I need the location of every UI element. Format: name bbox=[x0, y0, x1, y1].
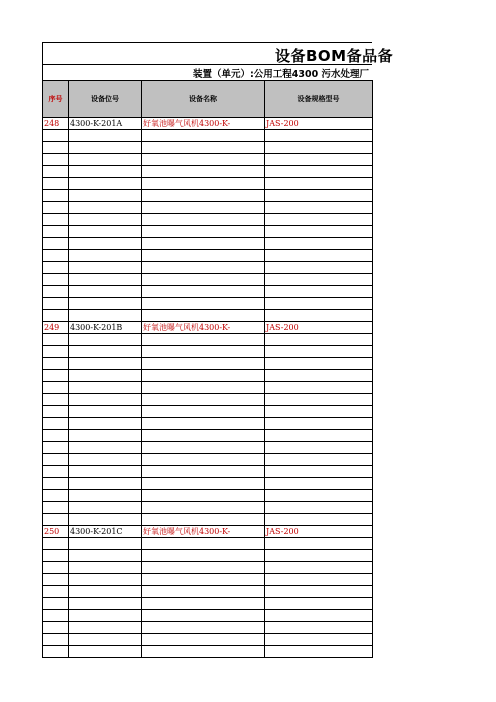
table-row[interactable] bbox=[43, 322, 373, 334]
cell-tag[interactable]: 4300-K-201C bbox=[69, 526, 142, 538]
table-row[interactable] bbox=[43, 286, 373, 298]
empty-cell[interactable] bbox=[265, 274, 373, 286]
empty-cell[interactable] bbox=[43, 202, 69, 214]
empty-cell[interactable] bbox=[142, 598, 265, 610]
empty-cell[interactable] bbox=[142, 178, 265, 190]
empty-cell[interactable] bbox=[69, 154, 142, 166]
empty-cell[interactable] bbox=[69, 646, 142, 658]
empty-cell[interactable] bbox=[69, 202, 142, 214]
table-row[interactable] bbox=[43, 238, 373, 250]
unit-subtitle: 装置（单元）:公用工程4300 污水处理厂 bbox=[193, 69, 370, 80]
empty-cell[interactable] bbox=[69, 166, 142, 178]
empty-cell[interactable] bbox=[265, 430, 373, 442]
empty-cell[interactable] bbox=[265, 490, 373, 502]
table-row[interactable] bbox=[43, 166, 373, 178]
empty-cell[interactable] bbox=[43, 286, 69, 298]
empty-cell[interactable] bbox=[43, 346, 69, 358]
empty-cell[interactable] bbox=[142, 646, 265, 658]
empty-cell[interactable] bbox=[69, 250, 142, 262]
empty-cell[interactable] bbox=[43, 310, 69, 322]
empty-cell[interactable] bbox=[142, 562, 265, 574]
empty-cell[interactable] bbox=[142, 202, 265, 214]
empty-cell[interactable] bbox=[69, 142, 142, 154]
table-row[interactable] bbox=[43, 538, 373, 550]
empty-cell[interactable] bbox=[265, 226, 373, 238]
table-row[interactable] bbox=[43, 574, 373, 586]
empty-cell[interactable] bbox=[69, 406, 142, 418]
empty-cell[interactable] bbox=[43, 190, 69, 202]
table-row[interactable] bbox=[43, 634, 373, 646]
empty-cell[interactable] bbox=[142, 454, 265, 466]
empty-cell[interactable] bbox=[69, 586, 142, 598]
cell-seq[interactable]: 248 bbox=[43, 118, 69, 130]
empty-cell[interactable] bbox=[69, 190, 142, 202]
empty-cell[interactable] bbox=[142, 430, 265, 442]
cell-seq[interactable]: 249 bbox=[43, 322, 69, 334]
empty-cell[interactable] bbox=[265, 622, 373, 634]
table-row[interactable] bbox=[43, 502, 373, 514]
empty-cell[interactable] bbox=[142, 394, 265, 406]
empty-cell[interactable] bbox=[69, 466, 142, 478]
empty-cell[interactable] bbox=[142, 610, 265, 622]
empty-cell[interactable] bbox=[43, 430, 69, 442]
empty-cell[interactable] bbox=[43, 586, 69, 598]
empty-cell[interactable] bbox=[142, 274, 265, 286]
empty-cell[interactable] bbox=[142, 310, 265, 322]
empty-cell[interactable] bbox=[265, 562, 373, 574]
cell-model[interactable]: JAS-200 bbox=[265, 322, 373, 334]
table-row[interactable] bbox=[43, 442, 373, 454]
empty-cell[interactable] bbox=[69, 298, 142, 310]
empty-cell[interactable] bbox=[142, 166, 265, 178]
title-row bbox=[42, 42, 394, 65]
empty-cell[interactable] bbox=[69, 334, 142, 346]
table-row[interactable] bbox=[43, 610, 373, 622]
table-row[interactable] bbox=[43, 130, 373, 142]
table-row[interactable] bbox=[43, 550, 373, 562]
empty-cell[interactable] bbox=[265, 610, 373, 622]
table-row[interactable] bbox=[43, 178, 373, 190]
table-row[interactable] bbox=[43, 298, 373, 310]
empty-cell[interactable] bbox=[43, 262, 69, 274]
empty-cell[interactable] bbox=[43, 358, 69, 370]
empty-cell[interactable] bbox=[142, 550, 265, 562]
table-row[interactable] bbox=[43, 334, 373, 346]
table-row[interactable] bbox=[43, 154, 373, 166]
empty-cell[interactable] bbox=[265, 574, 373, 586]
empty-cell[interactable] bbox=[43, 250, 69, 262]
empty-cell[interactable] bbox=[69, 394, 142, 406]
table-row[interactable] bbox=[43, 118, 373, 130]
empty-cell[interactable] bbox=[265, 418, 373, 430]
empty-cell[interactable] bbox=[142, 154, 265, 166]
empty-cell[interactable] bbox=[69, 574, 142, 586]
empty-cell[interactable] bbox=[142, 142, 265, 154]
table-row[interactable] bbox=[43, 586, 373, 598]
empty-cell[interactable] bbox=[265, 586, 373, 598]
empty-cell[interactable] bbox=[265, 514, 373, 526]
empty-cell[interactable] bbox=[142, 334, 265, 346]
empty-cell[interactable] bbox=[43, 466, 69, 478]
empty-cell[interactable] bbox=[142, 382, 265, 394]
empty-cell[interactable] bbox=[69, 382, 142, 394]
empty-cell[interactable] bbox=[265, 178, 373, 190]
empty-cell[interactable] bbox=[142, 226, 265, 238]
empty-cell[interactable] bbox=[142, 370, 265, 382]
empty-cell[interactable] bbox=[69, 226, 142, 238]
empty-cell[interactable] bbox=[142, 514, 265, 526]
empty-cell[interactable] bbox=[43, 550, 69, 562]
empty-cell[interactable] bbox=[69, 562, 142, 574]
empty-cell[interactable] bbox=[265, 142, 373, 154]
cell-seq[interactable]: 250 bbox=[43, 526, 69, 538]
table-row[interactable] bbox=[43, 370, 373, 382]
empty-cell[interactable] bbox=[43, 562, 69, 574]
empty-cell[interactable] bbox=[43, 538, 69, 550]
empty-cell[interactable] bbox=[69, 634, 142, 646]
empty-cell[interactable] bbox=[142, 586, 265, 598]
empty-cell[interactable] bbox=[142, 298, 265, 310]
empty-cell[interactable] bbox=[142, 346, 265, 358]
empty-cell[interactable] bbox=[43, 214, 69, 226]
cell-model[interactable]: JAS-200 bbox=[265, 118, 373, 130]
table-row[interactable] bbox=[43, 358, 373, 370]
cell-tag[interactable]: 4300-K-201A bbox=[69, 118, 142, 130]
cell-name[interactable]: 好氧池曝气风机4300-K- bbox=[142, 526, 265, 538]
empty-cell[interactable] bbox=[265, 454, 373, 466]
empty-cell[interactable] bbox=[265, 478, 373, 490]
cell-model[interactable]: JAS-200 bbox=[265, 526, 373, 538]
empty-cell[interactable] bbox=[43, 646, 69, 658]
empty-cell[interactable] bbox=[142, 238, 265, 250]
empty-cell[interactable] bbox=[43, 478, 69, 490]
table-body bbox=[43, 118, 373, 658]
empty-cell[interactable] bbox=[265, 238, 373, 250]
empty-cell[interactable] bbox=[69, 478, 142, 490]
empty-cell[interactable] bbox=[43, 370, 69, 382]
empty-cell[interactable] bbox=[265, 166, 373, 178]
empty-cell[interactable] bbox=[69, 610, 142, 622]
empty-cell[interactable] bbox=[142, 250, 265, 262]
empty-cell[interactable] bbox=[69, 346, 142, 358]
empty-cell[interactable] bbox=[265, 250, 373, 262]
empty-cell[interactable] bbox=[69, 550, 142, 562]
empty-cell[interactable] bbox=[265, 382, 373, 394]
table-row[interactable] bbox=[43, 418, 373, 430]
empty-cell[interactable] bbox=[142, 490, 265, 502]
table-row[interactable] bbox=[43, 598, 373, 610]
empty-cell[interactable] bbox=[142, 574, 265, 586]
empty-cell[interactable] bbox=[265, 598, 373, 610]
empty-cell[interactable] bbox=[43, 418, 69, 430]
empty-cell[interactable] bbox=[43, 130, 69, 142]
empty-cell[interactable] bbox=[142, 538, 265, 550]
cell-tag[interactable]: 4300-K-201B bbox=[69, 322, 142, 334]
table-row[interactable] bbox=[43, 202, 373, 214]
empty-cell[interactable] bbox=[43, 394, 69, 406]
empty-cell[interactable] bbox=[69, 502, 142, 514]
table-row[interactable] bbox=[43, 454, 373, 466]
table-row[interactable] bbox=[43, 514, 373, 526]
empty-cell[interactable] bbox=[43, 166, 69, 178]
column-header-tag[interactable]: 设备位号 bbox=[69, 81, 142, 118]
table-row[interactable] bbox=[43, 274, 373, 286]
empty-cell[interactable] bbox=[43, 634, 69, 646]
empty-cell[interactable] bbox=[265, 394, 373, 406]
empty-cell[interactable] bbox=[69, 442, 142, 454]
empty-cell[interactable] bbox=[265, 502, 373, 514]
empty-cell[interactable] bbox=[265, 154, 373, 166]
empty-cell[interactable] bbox=[69, 274, 142, 286]
empty-cell[interactable] bbox=[43, 238, 69, 250]
empty-cell[interactable] bbox=[43, 454, 69, 466]
column-header-name[interactable]: 设备名称 bbox=[142, 81, 265, 118]
table-row[interactable] bbox=[43, 310, 373, 322]
empty-cell[interactable] bbox=[265, 298, 373, 310]
empty-cell[interactable] bbox=[142, 406, 265, 418]
empty-cell[interactable] bbox=[142, 478, 265, 490]
empty-cell[interactable] bbox=[43, 574, 69, 586]
empty-cell[interactable] bbox=[142, 214, 265, 226]
table-row[interactable] bbox=[43, 562, 373, 574]
cell-name[interactable]: 好氧池曝气风机4300-K- bbox=[142, 322, 265, 334]
empty-cell[interactable] bbox=[265, 442, 373, 454]
empty-cell[interactable] bbox=[43, 382, 69, 394]
empty-cell[interactable] bbox=[265, 262, 373, 274]
empty-cell[interactable] bbox=[43, 598, 69, 610]
empty-cell[interactable] bbox=[43, 154, 69, 166]
empty-cell[interactable] bbox=[265, 310, 373, 322]
empty-cell[interactable] bbox=[265, 406, 373, 418]
empty-cell[interactable] bbox=[69, 214, 142, 226]
table-row[interactable] bbox=[43, 430, 373, 442]
table-row[interactable] bbox=[43, 466, 373, 478]
equipment-table bbox=[42, 80, 373, 658]
sheet-title: 设备BOM备品备 bbox=[275, 47, 394, 65]
empty-cell[interactable] bbox=[142, 442, 265, 454]
empty-cell[interactable] bbox=[43, 142, 69, 154]
empty-cell[interactable] bbox=[142, 622, 265, 634]
table-row[interactable] bbox=[43, 214, 373, 226]
empty-cell[interactable] bbox=[265, 334, 373, 346]
table-row[interactable] bbox=[43, 478, 373, 490]
empty-cell[interactable] bbox=[43, 178, 69, 190]
empty-cell[interactable] bbox=[43, 502, 69, 514]
cell-name[interactable]: 好氧池曝气风机4300-K- bbox=[142, 118, 265, 130]
empty-cell[interactable] bbox=[265, 466, 373, 478]
empty-cell[interactable] bbox=[69, 358, 142, 370]
empty-cell[interactable] bbox=[69, 130, 142, 142]
column-header-seq[interactable]: 序号 bbox=[43, 81, 69, 118]
table-row[interactable] bbox=[43, 490, 373, 502]
empty-cell[interactable] bbox=[43, 490, 69, 502]
empty-cell[interactable] bbox=[265, 370, 373, 382]
empty-cell[interactable] bbox=[43, 406, 69, 418]
empty-cell[interactable] bbox=[69, 262, 142, 274]
empty-cell[interactable] bbox=[69, 514, 142, 526]
empty-cell[interactable] bbox=[142, 190, 265, 202]
table-row[interactable] bbox=[43, 346, 373, 358]
empty-cell[interactable] bbox=[265, 214, 373, 226]
empty-cell[interactable] bbox=[43, 274, 69, 286]
empty-cell[interactable] bbox=[69, 538, 142, 550]
empty-cell[interactable] bbox=[43, 334, 69, 346]
empty-cell[interactable] bbox=[265, 130, 373, 142]
table-row[interactable] bbox=[43, 250, 373, 262]
empty-cell[interactable] bbox=[69, 370, 142, 382]
empty-cell[interactable] bbox=[142, 466, 265, 478]
empty-cell[interactable] bbox=[69, 178, 142, 190]
empty-cell[interactable] bbox=[43, 442, 69, 454]
empty-cell[interactable] bbox=[69, 490, 142, 502]
empty-cell[interactable] bbox=[69, 454, 142, 466]
empty-cell[interactable] bbox=[69, 430, 142, 442]
empty-cell[interactable] bbox=[43, 514, 69, 526]
empty-cell[interactable] bbox=[265, 358, 373, 370]
empty-cell[interactable] bbox=[43, 298, 69, 310]
header-row bbox=[43, 81, 373, 118]
empty-cell[interactable] bbox=[69, 418, 142, 430]
empty-cell[interactable] bbox=[69, 622, 142, 634]
empty-cell[interactable] bbox=[69, 598, 142, 610]
empty-cell[interactable] bbox=[69, 286, 142, 298]
empty-cell[interactable] bbox=[265, 634, 373, 646]
table-row[interactable] bbox=[43, 394, 373, 406]
subtitle-row bbox=[42, 64, 372, 81]
empty-cell[interactable] bbox=[69, 238, 142, 250]
empty-cell[interactable] bbox=[142, 634, 265, 646]
empty-cell[interactable] bbox=[265, 190, 373, 202]
table-row[interactable] bbox=[43, 406, 373, 418]
empty-cell[interactable] bbox=[142, 262, 265, 274]
empty-cell[interactable] bbox=[142, 358, 265, 370]
empty-cell[interactable] bbox=[265, 646, 373, 658]
empty-cell[interactable] bbox=[265, 202, 373, 214]
table-row[interactable] bbox=[43, 226, 373, 238]
empty-cell[interactable] bbox=[265, 550, 373, 562]
empty-cell[interactable] bbox=[43, 610, 69, 622]
empty-cell[interactable] bbox=[265, 286, 373, 298]
empty-cell[interactable] bbox=[69, 310, 142, 322]
empty-cell[interactable] bbox=[43, 622, 69, 634]
table-row[interactable] bbox=[43, 526, 373, 538]
empty-cell[interactable] bbox=[265, 346, 373, 358]
column-header-model[interactable]: 设备规格型号 bbox=[265, 81, 373, 118]
empty-cell[interactable] bbox=[142, 418, 265, 430]
empty-cell[interactable] bbox=[142, 130, 265, 142]
table-row[interactable] bbox=[43, 622, 373, 634]
empty-cell[interactable] bbox=[265, 538, 373, 550]
table-row[interactable] bbox=[43, 190, 373, 202]
table-row[interactable] bbox=[43, 646, 373, 658]
empty-cell[interactable] bbox=[142, 502, 265, 514]
empty-cell[interactable] bbox=[43, 226, 69, 238]
empty-cell[interactable] bbox=[142, 286, 265, 298]
table-row[interactable] bbox=[43, 142, 373, 154]
table-row[interactable] bbox=[43, 262, 373, 274]
table-row[interactable] bbox=[43, 382, 373, 394]
